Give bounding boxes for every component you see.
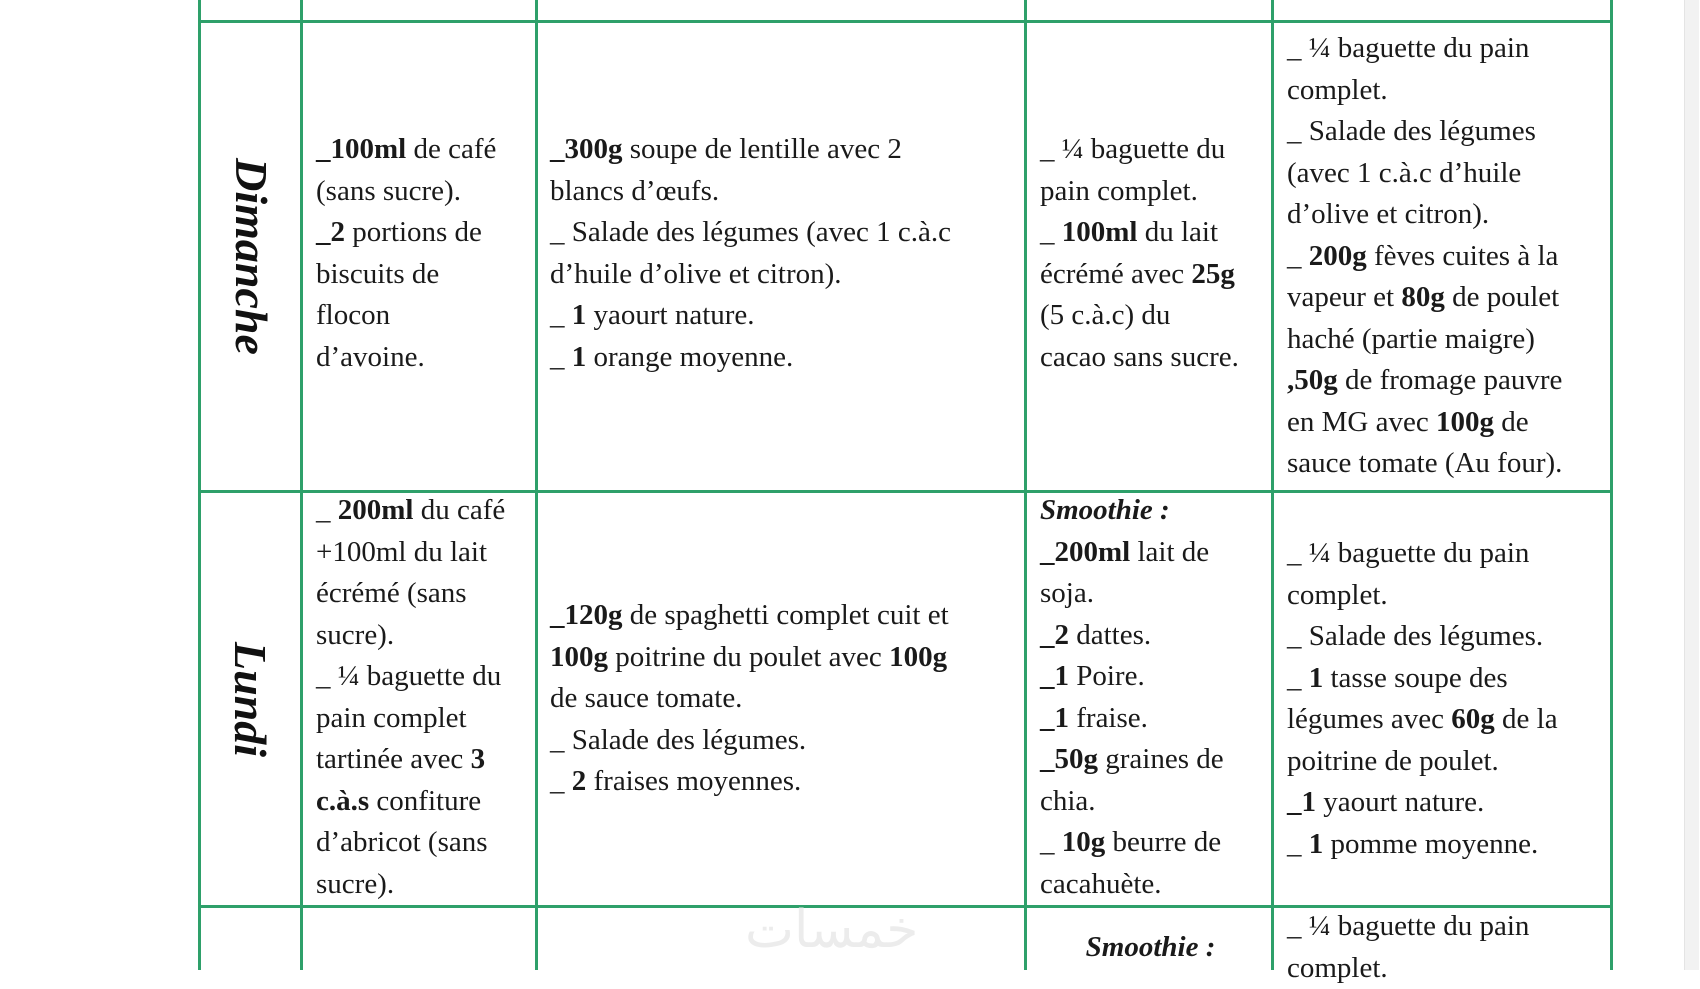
text-run: 100g xyxy=(1436,406,1494,438)
cell-text-line xyxy=(1040,337,1265,379)
cell-text-line xyxy=(550,337,1015,379)
cell-text-line xyxy=(1287,153,1602,195)
text-run: _120g xyxy=(550,599,623,631)
text-run: _2 xyxy=(1040,619,1069,651)
text-run: _ ¼ baguette du pain xyxy=(1287,32,1529,64)
lunch-cell xyxy=(550,595,1015,803)
text-run: _50g xyxy=(1040,743,1098,775)
cell-text-line xyxy=(1287,28,1602,70)
text-run: 1 xyxy=(572,341,587,373)
cell-text-line xyxy=(1287,575,1602,617)
text-run: biscuits de xyxy=(316,258,439,290)
cell-text-line xyxy=(316,781,526,823)
text-run: confiture xyxy=(369,785,481,817)
text-run: orange moyenne. xyxy=(586,341,793,373)
vertical-scrollbar[interactable] xyxy=(1684,0,1699,970)
cell-text-line xyxy=(1287,658,1602,700)
text-run: sucre). xyxy=(316,619,394,651)
cell-text-line xyxy=(550,678,1015,720)
day-text: Dimanche xyxy=(225,158,278,355)
cell-text-line xyxy=(316,171,526,213)
text-run: flocon xyxy=(316,299,390,331)
cell-text-line xyxy=(316,864,526,906)
cell-text-line xyxy=(1040,490,1265,532)
dinner-cell xyxy=(1287,28,1602,485)
text-run: Poire. xyxy=(1069,660,1145,692)
text-run: de sauce tomate. xyxy=(550,682,742,714)
cell-text-line xyxy=(1040,129,1265,171)
snack-cell xyxy=(1040,129,1265,378)
text-run: dattes. xyxy=(1069,619,1151,651)
cell-text-line xyxy=(316,337,526,379)
text-run: yaourt nature. xyxy=(586,299,754,331)
cell-text-line xyxy=(1040,698,1265,740)
lunch-cell xyxy=(550,129,1015,378)
text-run: _ Salade des légumes xyxy=(1287,115,1536,147)
table-border-right xyxy=(1610,0,1613,970)
cell-text-line xyxy=(1040,656,1265,698)
text-run: poitrine de poulet. xyxy=(1287,745,1499,777)
cell-text-line xyxy=(316,490,526,532)
column-divider xyxy=(535,0,538,970)
text-run: poitrine du poulet avec xyxy=(608,641,889,673)
text-run: 1 xyxy=(1309,662,1324,694)
text-run: complet. xyxy=(1287,579,1388,611)
text-run: _100ml xyxy=(316,133,406,165)
row-divider xyxy=(198,20,1613,23)
text-run: tasse soupe des xyxy=(1323,662,1507,694)
text-run: c.à.s xyxy=(316,785,369,817)
text-run: 60g xyxy=(1451,703,1495,735)
text-run: du lait xyxy=(1137,216,1218,248)
cell-text-line xyxy=(316,615,526,657)
cell-text-line xyxy=(1040,295,1265,337)
text-run: 100g xyxy=(550,641,608,673)
cell-text-line xyxy=(1040,739,1265,781)
text-run: 1 xyxy=(1309,828,1324,860)
cell-text-line xyxy=(316,739,526,781)
text-run: _300g xyxy=(550,133,623,165)
text-run: _ Salade des légumes. xyxy=(550,724,806,756)
text-run: (5 c.à.c) du xyxy=(1040,299,1170,331)
dinner-cell xyxy=(1287,533,1602,865)
cell-text-line xyxy=(1287,194,1602,236)
cell-text-line xyxy=(1287,782,1602,824)
cell-text-line xyxy=(1287,70,1602,112)
dinner-cell xyxy=(1287,906,1602,989)
column-divider xyxy=(1271,0,1274,970)
text-run: _ ¼ baguette du pain xyxy=(1287,910,1529,942)
text-run: ,50g xyxy=(1287,364,1338,396)
cell-text-line xyxy=(1287,741,1602,783)
text-run: soupe de lentille avec 2 xyxy=(623,133,902,165)
text-run: portions de xyxy=(345,216,482,248)
cell-text-line xyxy=(550,637,1015,679)
text-run: yaourt nature. xyxy=(1316,786,1484,818)
cell-text-line xyxy=(316,573,526,615)
text-run: beurre de xyxy=(1105,826,1221,858)
text-run: d’huile d’olive et citron). xyxy=(550,258,842,290)
cell-text-line xyxy=(316,656,526,698)
cell-text-line xyxy=(1040,615,1265,657)
text-run: du café xyxy=(413,494,505,526)
cell-text-line xyxy=(316,129,526,171)
cell-text-line xyxy=(1030,927,1271,969)
cell-text-line xyxy=(550,212,1015,254)
cell-text-line xyxy=(1287,360,1602,402)
cell-text-line xyxy=(1287,824,1602,866)
text-run: complet. xyxy=(1287,952,1388,984)
text-run: de poulet xyxy=(1445,281,1559,313)
text-run: 2 xyxy=(572,765,587,797)
text-run: 100g xyxy=(889,641,947,673)
cell-text-line xyxy=(1287,443,1602,485)
cell-text-line xyxy=(1287,402,1602,444)
text-run: _1 xyxy=(1040,660,1069,692)
cell-text-line xyxy=(316,698,526,740)
text-run: soja. xyxy=(1040,577,1094,609)
text-run: 10g xyxy=(1062,826,1106,858)
cell-text-line xyxy=(1040,212,1265,254)
watermark-logo: خمسات xyxy=(745,900,918,960)
snack-cell xyxy=(1040,490,1265,905)
text-run: sucre). xyxy=(316,868,394,900)
text-run: écrémé avec xyxy=(1040,258,1191,290)
text-run: complet. xyxy=(1287,74,1388,106)
cell-text-line xyxy=(316,822,526,864)
cell-text-line xyxy=(1287,111,1602,153)
text-run: _ xyxy=(550,341,572,373)
text-run: légumes avec xyxy=(1287,703,1451,735)
cell-text-line xyxy=(1287,533,1602,575)
cell-text-line xyxy=(1040,532,1265,574)
cell-text-line xyxy=(1287,319,1602,361)
text-run: 100ml xyxy=(1062,216,1138,248)
cell-text-line xyxy=(550,129,1015,171)
text-run: d’abricot (sans xyxy=(316,826,488,858)
text-run: _ xyxy=(316,494,338,526)
text-run: sauce tomate (Au four). xyxy=(1287,447,1562,479)
text-run: 200ml xyxy=(338,494,414,526)
text-run: (avec 1 c.à.c d’huile xyxy=(1287,157,1521,189)
text-run: _ xyxy=(1040,216,1062,248)
text-run: d’avoine. xyxy=(316,341,425,373)
cell-text-line xyxy=(1287,699,1602,741)
text-run: blancs d’œufs. xyxy=(550,175,719,207)
day-label-dimanche xyxy=(201,23,301,490)
cell-text-line xyxy=(316,532,526,574)
cell-text-line xyxy=(550,171,1015,213)
text-run: _1 xyxy=(1287,786,1316,818)
text-run: _ xyxy=(1040,826,1062,858)
text-run: _1 xyxy=(1040,702,1069,734)
text-run: lait de xyxy=(1130,536,1209,568)
text-run: (sans sucre). xyxy=(316,175,461,207)
text-run: graines de xyxy=(1098,743,1224,775)
text-run: 1 xyxy=(572,299,587,331)
text-run: pomme moyenne. xyxy=(1323,828,1538,860)
text-run: _ ¼ baguette du pain xyxy=(1287,537,1529,569)
text-run: _2 xyxy=(316,216,345,248)
day-label-lundi xyxy=(201,493,301,905)
cell-text-line xyxy=(1287,616,1602,658)
column-divider xyxy=(1024,0,1027,970)
cell-text-line xyxy=(316,295,526,337)
text-run: de xyxy=(1494,406,1529,438)
cell-text-line xyxy=(1287,277,1602,319)
text-run: 200g xyxy=(1309,240,1367,272)
text-run: écrémé (sans xyxy=(316,577,467,609)
snack-cell xyxy=(1030,927,1271,969)
text-run: Smoothie : xyxy=(1040,494,1170,526)
text-run: vapeur et xyxy=(1287,281,1401,313)
text-run: fraise. xyxy=(1069,702,1148,734)
text-run: _ ¼ baguette du xyxy=(316,660,501,692)
cell-text-line xyxy=(1040,822,1265,864)
cell-text-line xyxy=(316,254,526,296)
text-run: _ Salade des légumes. xyxy=(1287,620,1543,652)
cell-text-line xyxy=(1040,254,1265,296)
cell-text-line xyxy=(550,720,1015,762)
text-run: de fromage pauvre xyxy=(1338,364,1563,396)
breakfast-cell xyxy=(316,490,526,905)
text-run: _ xyxy=(550,299,572,331)
text-run: _ ¼ baguette du xyxy=(1040,133,1225,165)
cell-text-line xyxy=(1287,906,1602,948)
text-run: _ Salade des légumes (avec 1 c.à.c xyxy=(550,216,951,248)
text-run: en MG avec xyxy=(1287,406,1436,438)
cell-text-line xyxy=(1040,781,1265,823)
cell-text-line xyxy=(1040,573,1265,615)
text-run: +100ml du lait xyxy=(316,536,487,568)
breakfast-cell xyxy=(316,129,526,378)
text-run: pain complet. xyxy=(1040,175,1198,207)
text-run: pain complet xyxy=(316,702,467,734)
text-run: d’olive et citron). xyxy=(1287,198,1489,230)
cell-text-line xyxy=(550,595,1015,637)
text-run: _ xyxy=(1287,662,1309,694)
text-run: de la xyxy=(1495,703,1558,735)
text-run: _200ml xyxy=(1040,536,1130,568)
text-run: de spaghetti complet cuit et xyxy=(623,599,949,631)
text-run: _ xyxy=(1287,828,1309,860)
text-run: Smoothie : xyxy=(1086,931,1216,963)
text-run: 3 xyxy=(471,743,486,775)
text-run: fraises moyennes. xyxy=(586,765,801,797)
text-run: fèves cuites à la xyxy=(1367,240,1559,272)
text-run: 25g xyxy=(1191,258,1235,290)
cell-text-line xyxy=(316,212,526,254)
cell-text-line xyxy=(550,295,1015,337)
cell-text-line xyxy=(1287,948,1602,989)
cell-text-line xyxy=(1040,864,1265,906)
text-run: cacahuète. xyxy=(1040,868,1162,900)
cell-text-line xyxy=(1287,236,1602,278)
text-run: 80g xyxy=(1401,281,1445,313)
cell-text-line xyxy=(1040,171,1265,213)
text-run: _ xyxy=(1287,240,1309,272)
cell-text-line xyxy=(550,254,1015,296)
text-run: chia. xyxy=(1040,785,1096,817)
cell-text-line xyxy=(550,761,1015,803)
day-text: Lundi xyxy=(225,641,278,756)
text-run: cacao sans sucre. xyxy=(1040,341,1239,373)
text-run: de café xyxy=(406,133,496,165)
text-run: _ xyxy=(550,765,572,797)
text-run: haché (partie maigre) xyxy=(1287,323,1535,355)
text-run: tartinée avec xyxy=(316,743,471,775)
